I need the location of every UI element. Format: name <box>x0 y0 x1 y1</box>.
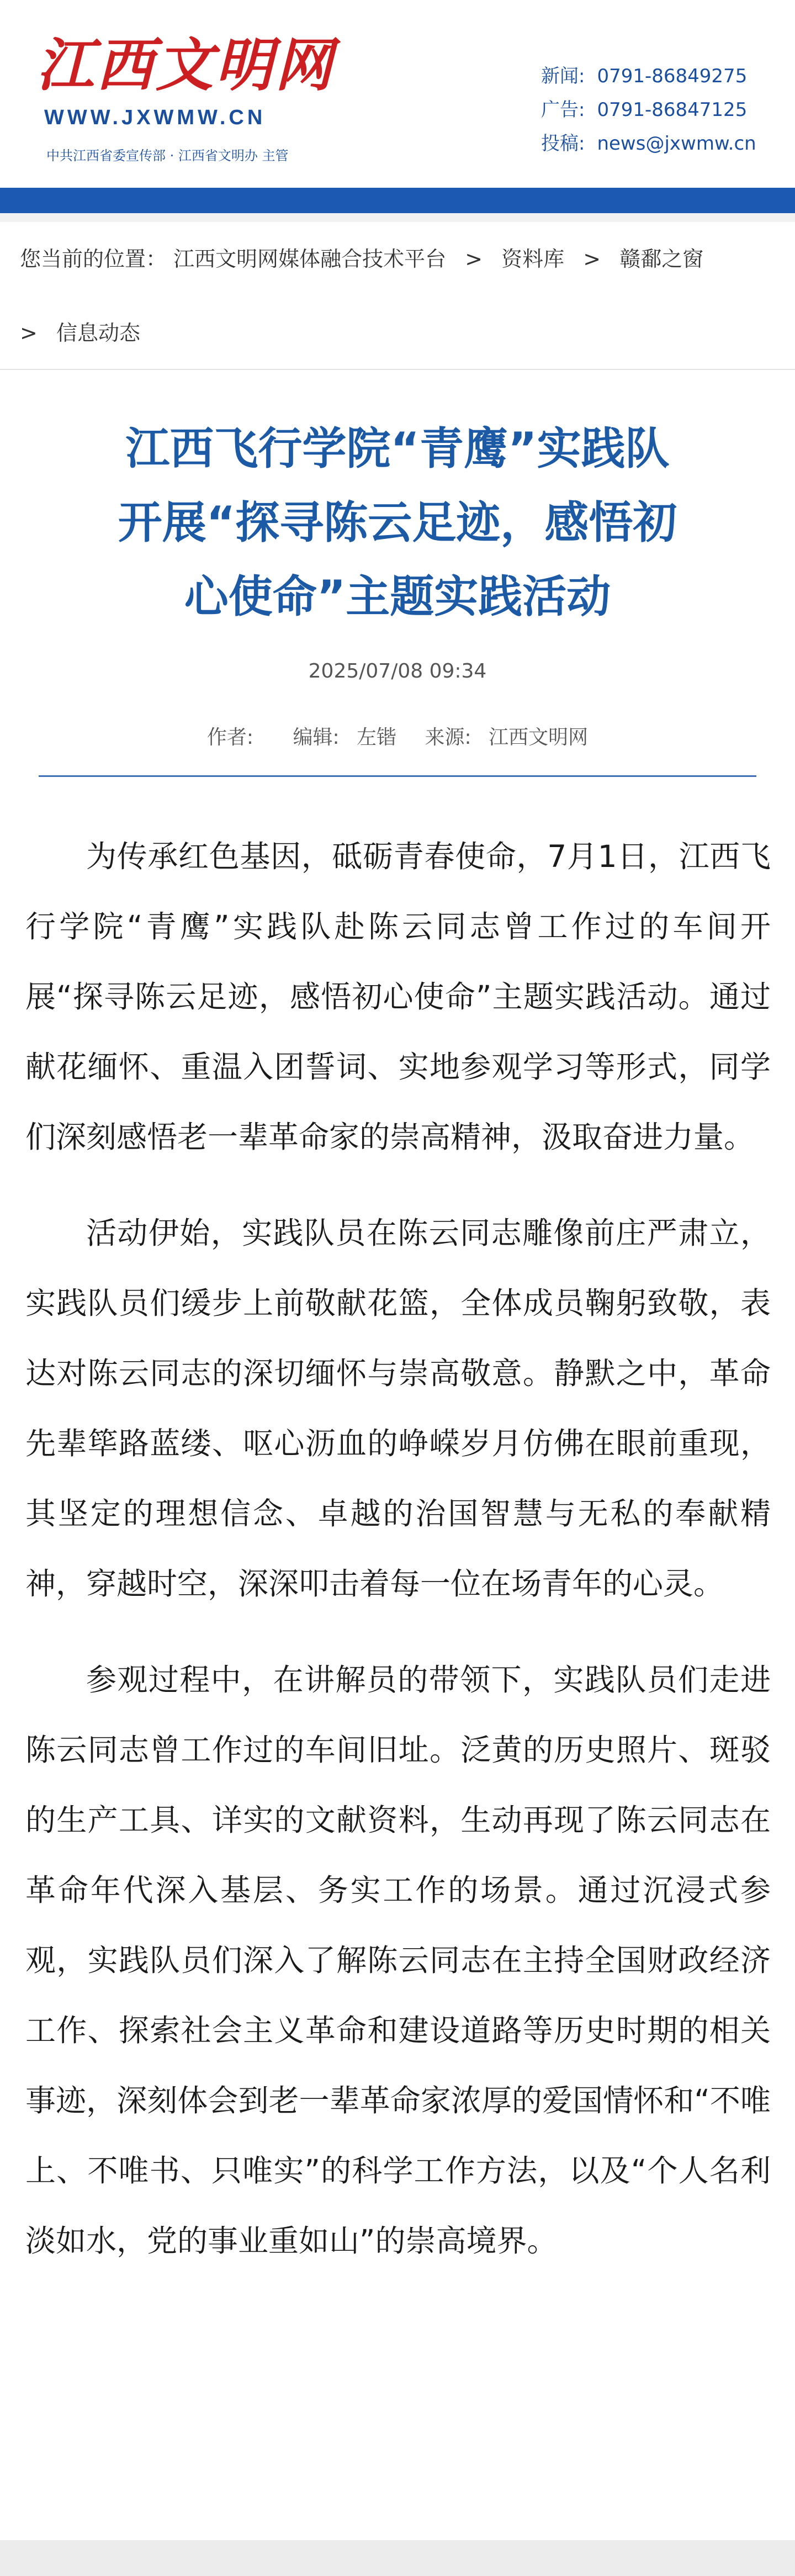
contact-submit-label: 投稿: <box>541 133 585 155</box>
breadcrumb-item-ganpo-window[interactable]: 赣鄱之窗 <box>619 247 704 271</box>
breadcrumb-separator: > <box>465 247 483 271</box>
article-title-line: 开展“探寻陈云足迹，感悟初 <box>118 497 677 548</box>
source-field <box>420 726 594 749</box>
contact-news-label: 新闻: <box>541 65 585 87</box>
site-logo-subtitle: 中共江西省委宣传部 · 江西省文明办 主管 <box>46 148 289 163</box>
article-meta <box>0 722 795 750</box>
breadcrumb-prefix: 您当前的位置： <box>20 247 167 271</box>
contact-news-value: 0791-86849275 <box>597 65 748 87</box>
article-paragraph: 为传承红色基因，砥砺青春使命，7月1日，江西飞行学院“青鹰”实践队赴陈云同志曾工作过的车间开展“探寻陈云足迹，感悟初心使命”主题实践活动。通过献花缅怀、重温入团誓词、实地参观学习等形式，同学们深刻感悟老一辈革命家的崇高精神，汲取奋进力量。 <box>25 839 771 1155</box>
source-value: 江西文明网 <box>489 726 589 749</box>
breadcrumb-item-news[interactable]: 信息动态 <box>56 321 140 345</box>
nav-bar <box>0 188 795 213</box>
divider <box>0 369 795 370</box>
article-paragraph: 参观过程中，在讲解员的带领下，实践队员们走进陈云同志曾工作过的车间旧址。泛黄的历史照片、斑驳的生产工具、详实的文献资料，生动再现了陈云同志在革命年代深入基层、务实工作的场景。通过沉浸式参观，实践队员们深入了解陈云同志在主持全国财政经济工作、探索社会主义革命和建设道路等历史时期的相关事迹，深刻体会到老一辈革命家浓厚的爱国情怀和“不唯上、不唯书、只唯实”的科学工作方法，以及“个人名利淡如水，党的事业重如山”的崇高境界。 <box>25 1662 771 2258</box>
author-field <box>202 726 270 749</box>
breadcrumb <box>20 222 782 345</box>
editor-label: 编辑: <box>293 726 340 749</box>
editor-field <box>287 726 402 749</box>
article-paragraph: 活动伊始，实践队员在陈云同志雕像前庄严肃立，实践队员们缓步上前敬献花篮，全体成员鞠躬致敬，表达对陈云同志的深切缅怀与崇高敬意。静默之中，革命先辈筚路蓝缕、呕心沥血的峥嵘岁月仿佛在眼前重现，其坚定的理想信念、卓越的治国智慧与无私的奉献精神，穿越时空，深深叩击着每一位在场青年的心灵。 <box>25 1215 771 1601</box>
contact-ads-label: 广告: <box>541 99 585 121</box>
source-label: 来源: <box>425 726 471 749</box>
breadcrumb-separator: > <box>583 247 601 271</box>
breadcrumb-separator: > <box>20 321 38 345</box>
contact-submit <box>541 127 756 161</box>
article-body <box>25 822 771 2302</box>
nav-bar-shadow <box>0 213 795 222</box>
author-label: 作者: <box>206 726 253 749</box>
breadcrumb-line-2 <box>20 296 140 370</box>
article-title-line: 心使命”主题实践活动 <box>184 571 611 622</box>
site-header <box>0 0 795 188</box>
site-logo[interactable]: 江西文明网 <box>36 31 335 99</box>
meta-divider <box>39 775 756 777</box>
breadcrumb-item-library[interactable]: 资料库 <box>501 247 565 271</box>
editor-value: 左锴 <box>357 726 397 749</box>
contact-ads-value: 0791-86847125 <box>597 99 748 121</box>
contact-ads <box>541 93 756 127</box>
article-title <box>39 412 756 634</box>
contact-info <box>541 60 756 161</box>
contact-submit-email[interactable]: news@jxwmw.cn <box>597 133 756 155</box>
contact-news <box>541 60 756 93</box>
article-date: 2025/07/08 09:34 <box>308 660 487 683</box>
breadcrumb-item-platform[interactable]: 江西文明网媒体融合技术平台 <box>173 247 447 271</box>
footer-strip <box>0 2540 795 2576</box>
article-title-line: 江西飞行学院“青鹰”实践队 <box>125 423 670 474</box>
site-logo-url[interactable]: WWW.JXWMW.CN <box>44 106 266 129</box>
